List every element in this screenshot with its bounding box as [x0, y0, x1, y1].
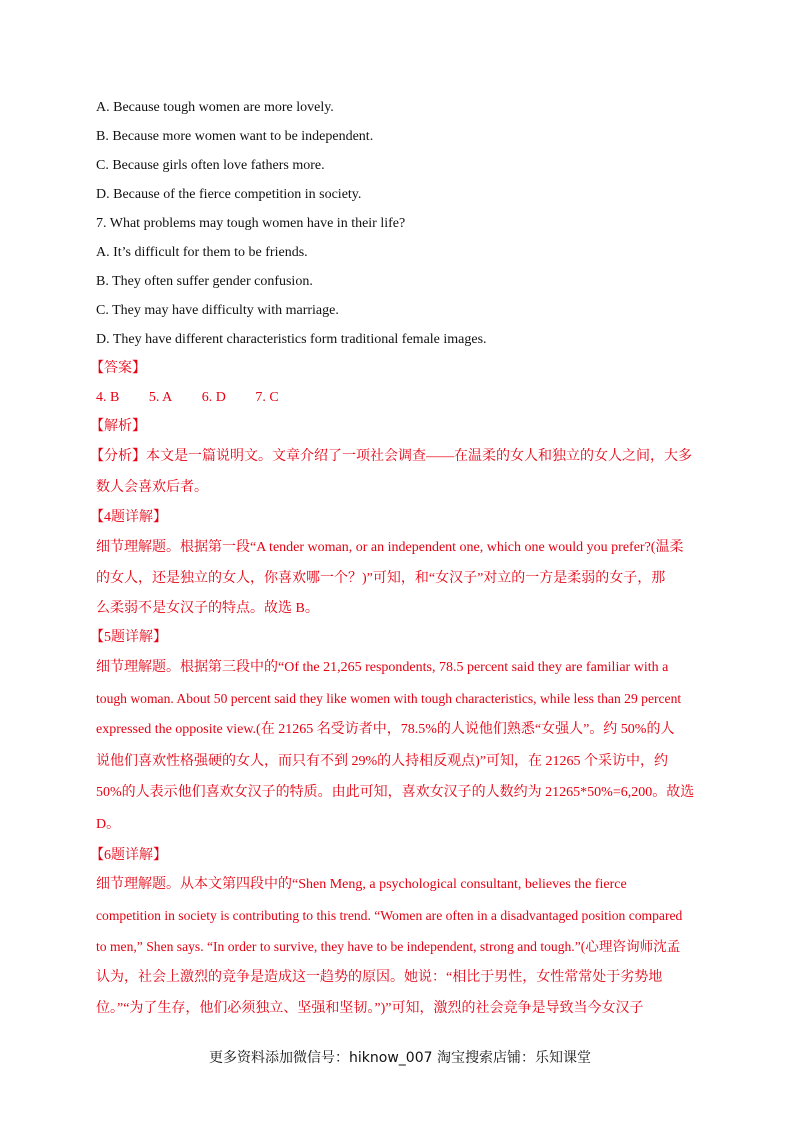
answer-5: 5. A — [148, 390, 173, 405]
q5-detail-line: tough woman. About 50 percent said they like women with tough characteristics, while less than 29 percent — [96, 691, 682, 706]
answer-list — [96, 389, 305, 407]
q6-option-b: B. Because more women want to be independent. — [96, 129, 374, 144]
q4-detail-line: 的女人，还是独立的女人，你喜欢哪一个？)”可知，和“女汉子”对立的一方是柔弱的女子，那 — [96, 571, 666, 586]
analysis-heading: 【解析】 — [90, 419, 146, 434]
answer-heading: 【答案】 — [90, 361, 146, 376]
q7-option-c: C. They may have difficulty with marriage. — [96, 303, 339, 318]
analysis-summary-line: 数人会喜欢后者。 — [96, 480, 208, 495]
q4-detail-line: 细节理解题。根据第一段“A tender woman, or an independent one, which one would you prefer?(温柔 — [96, 540, 684, 555]
q7-stem: 7. What problems may tough women have in their life? — [96, 216, 406, 231]
q4-detail-heading: 【4题详解】 — [90, 510, 167, 525]
q5-detail-line: expressed the opposite view.(在 21265 名受访者中，78.5%的人说他们熟悉“女强人”。约 50%的人 — [96, 722, 675, 737]
q5-detail-line: 细节理解题。根据第三段中的“Of the 21,265 respondents, 78.5 percent said they are familiar with a — [96, 660, 669, 675]
q6-option-a: A. Because tough women are more lovely. — [96, 100, 334, 115]
answer-7: 7. C — [255, 390, 279, 405]
q5-detail-line: D。 — [96, 817, 121, 832]
answer-4: 4. B — [96, 390, 120, 405]
analysis-summary-line: 【分析】本文是一篇说明文。文章介绍了一项社会调查——在温柔的女人和独立的女人之间，大多 — [90, 449, 692, 464]
page-footer: 更多资料添加微信号：hiknow_007 淘宝搜索店铺：乐知课堂 — [209, 1050, 591, 1066]
answer-6: 6. D — [201, 390, 226, 405]
q6-detail-line: competition in society is contributing to this trend. “Women are often in a disadvantaged position compared — [96, 908, 683, 923]
q7-option-b: B. They often suffer gender confusion. — [96, 274, 313, 289]
q7-option-d: D. They have different characteristics form traditional female images. — [96, 332, 487, 347]
q7-option-a: A. It’s difficult for them to be friends. — [96, 245, 308, 260]
q5-detail-line: 50%的人表示他们喜欢女汉子的特质。由此可知，喜欢女汉子的人数约为 21265*50%=6,200。故选 — [96, 785, 695, 800]
q6-option-c: C. Because girls often love fathers more. — [96, 158, 325, 173]
q5-detail-line: 说他们喜欢性格强硬的女人，而只有不到 29%的人持相反观点)”可知，在 21265 个采访中，约 — [96, 754, 669, 769]
q6-detail-line: 认为，社会上激烈的竞争是造成这一趋势的原因。她说：“相比于男性，女性常常处于劣势地 — [96, 970, 663, 985]
q6-detail-heading: 【6题详解】 — [90, 848, 167, 863]
q6-detail-line: 位。”“为了生存，他们必须独立、坚强和坚韧。”)”可知，激烈的社会竞争是导致当今女汉子 — [96, 1001, 644, 1016]
q4-detail-line: 么柔弱不是女汉子的特点。故选 B。 — [96, 601, 319, 616]
q6-detail-line: to men,” Shen says. “In order to survive, they have to be independent, strong and tough.”(心理咨询师沈孟 — [96, 939, 681, 954]
q5-detail-heading: 【5题详解】 — [90, 630, 167, 645]
q6-option-d: D. Because of the fierce competition in society. — [96, 187, 362, 202]
q6-detail-line: 细节理解题。从本文第四段中的“Shen Meng, a psychological consultant, believes the fierce — [96, 877, 627, 892]
